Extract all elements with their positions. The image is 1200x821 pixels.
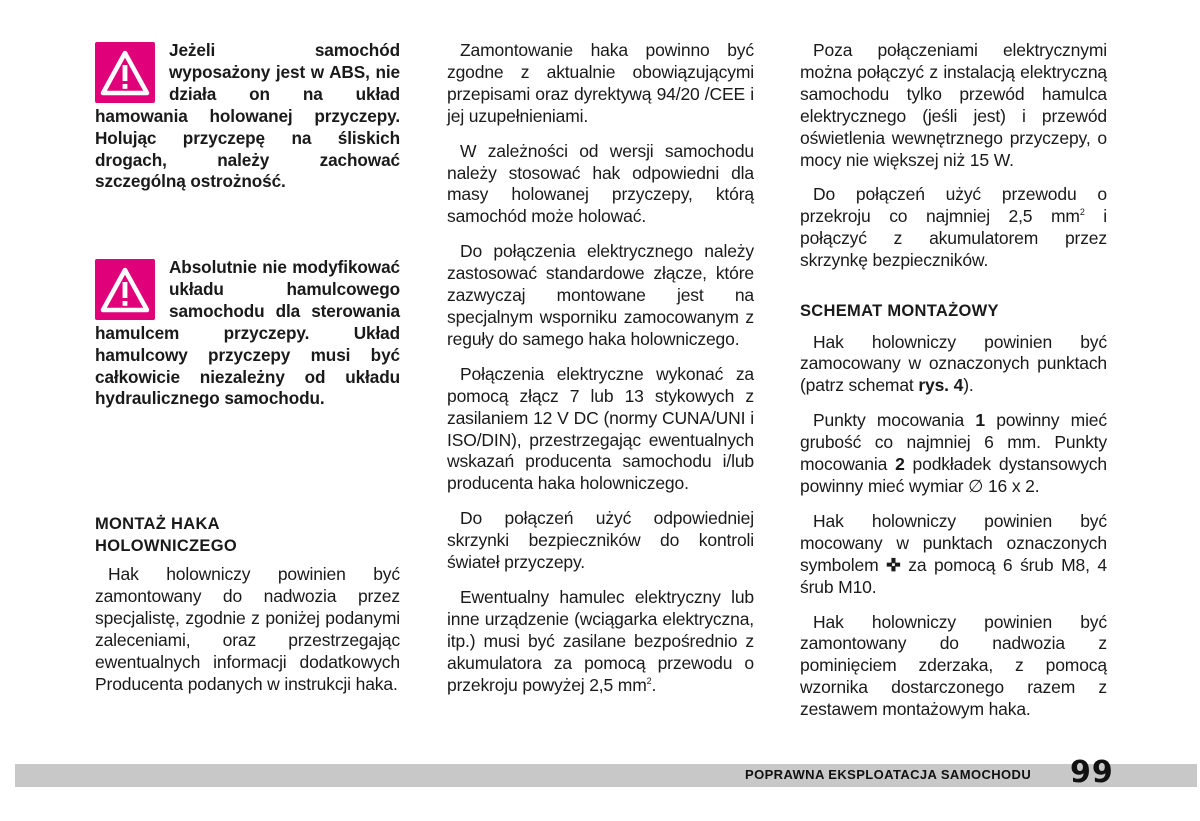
warning-block-abs bbox=[95, 40, 400, 215]
paragraph-montaz: Hak holowniczy powinien być zamontowany do nadwozia przez specjalistę, zgodnie z poniżej podanymi zaleceniami, oraz przestrzegając ewentualnych informacji dodatkowych Producenta podanych w instrukcji haka. bbox=[95, 564, 400, 694]
column-right bbox=[800, 40, 1107, 734]
paragraph-symbol bbox=[800, 511, 1107, 599]
paragraph-text: podkładek dystansowych powinny mieć wymiar ∅ 16 x 2. bbox=[800, 454, 1107, 496]
section-montaz bbox=[95, 514, 400, 695]
column-middle bbox=[447, 40, 754, 709]
paragraph-text: Do połączeń użyć przewodu o przekroju co najmniej 2,5 mm bbox=[800, 184, 1107, 227]
paragraph-points bbox=[800, 410, 1107, 498]
warning-block-brakes bbox=[95, 257, 400, 457]
heading-line-2: HOLOWNICZEGO bbox=[95, 536, 238, 555]
paragraph-text: Punkty mocowania bbox=[813, 410, 976, 431]
footer-section-title: POPRAWNA EKSPLOATACJA SAMOCHODU bbox=[745, 767, 1032, 782]
paragraph-text: Hak holowniczy powinien być zamocowany w oznaczonych punktach (patrz schemat bbox=[800, 331, 1107, 396]
paragraph: W zależności od wersji samochodu należy stosować hak odpowiedni dla masy holowanej przyczepy, którą samochód może holować. bbox=[447, 140, 754, 227]
paragraph-end: . bbox=[651, 674, 657, 695]
paragraph-text: powinny mieć grubość co najmniej 6 mm. Punkty mocowania bbox=[800, 410, 1107, 475]
warning-text-abs: Jeżeli samochód wyposażony jest w ABS, nie działa on na układ hamowania holowanej przyczepy. Holując przyczepę na śliskich drogach, należy zachować szczególną ostrożność. bbox=[95, 40, 400, 192]
point-number: 2 bbox=[895, 454, 905, 475]
paragraph: Zamontowanie haka powinno być zgodne z aktualnie obowiązującymi przepisami oraz dyrektywą 94/20 /CEE i jej uzupełnieniami. bbox=[447, 40, 754, 126]
page-number: 99 bbox=[1070, 755, 1114, 790]
paragraph: Do połączenia elektrycznego należy zastosować standardowe złącze, które zazwyczaj montowane jest na specjalnym wsporniku zamocowanym z reguły do samego haka holowniczego. bbox=[447, 241, 754, 349]
paragraph-text: Ewentualny hamulec elektryczny lub inne urządzenie (wciągarka elektryczna, itp.) musi być zasilane bezpośrednio z akumulatora za pomocą przewodu o przekroju powyżej 2,5 mm bbox=[447, 586, 754, 695]
paragraph: Do połączeń użyć odpowiedniej skrzynki bezpieczników do kontroli świateł przyczepy. bbox=[447, 508, 754, 573]
section-heading-montaz bbox=[95, 514, 400, 557]
paragraph-wire-section bbox=[800, 184, 1107, 272]
paragraph-text: ). bbox=[963, 375, 974, 396]
superscript: 2 bbox=[646, 675, 652, 686]
paragraph: Hak holowniczy powinien być zamontowany do nadwozia z pominięciem zderzaka, z pomocą wzornika dostarczonego razem z zestawem montażowym haka. bbox=[800, 611, 1107, 720]
paragraph: Połączenia elektryczne wykonać za pomocą złącz 7 lub 13 stykowych z zasilaniem 12 V DC (normy CUNA/UNI i ISO/DIN), przestrzegając ewentualnych wskazań producenta samochodu i/lub producenta haka holowniczego. bbox=[447, 363, 754, 494]
paragraph-electric-brake bbox=[447, 587, 754, 697]
warning-triangle-icon bbox=[95, 259, 155, 320]
column-left bbox=[95, 40, 400, 708]
warning-text-brakes: Absolutnie nie modyfikować układu hamulcowego samochodu dla sterowania hamulcem przyczepy. Układ hamulcowy przyczepy musi być całkowicie niezależny od układu hydraulicznego samochodu. bbox=[95, 257, 400, 409]
point-number: 1 bbox=[975, 410, 985, 431]
section-heading-schemat: SCHEMAT MONTAŻOWY bbox=[800, 302, 999, 321]
mounting-point-icon: ✜ bbox=[886, 554, 901, 575]
heading-line-1: MONTAŻ HAKA bbox=[95, 515, 220, 533]
paragraph-text: Hak holowniczy powinien być mocowany w punktach oznaczonych symbolem bbox=[800, 510, 1107, 575]
paragraph-mounting bbox=[800, 332, 1107, 398]
warning-triangle-icon bbox=[95, 42, 155, 103]
paragraph: Poza połączeniami elektrycznymi można połączyć z instalacją elektryczną samochodu tylko przewód hamulca elektrycznego (jeśli jest) i przewód oświetlenia wewnętrznego przyczepy, o mocy nie większej niż 15 W. bbox=[800, 40, 1107, 170]
superscript: 2 bbox=[1079, 207, 1085, 218]
figure-reference: rys. 4 bbox=[918, 375, 964, 396]
paragraph-text: za pomocą 6 śrub M8, 4 śrub M10. bbox=[800, 554, 1107, 597]
paragraph-text: i połączyć z akumulatorem przez skrzynkę bezpieczników. bbox=[800, 206, 1107, 271]
